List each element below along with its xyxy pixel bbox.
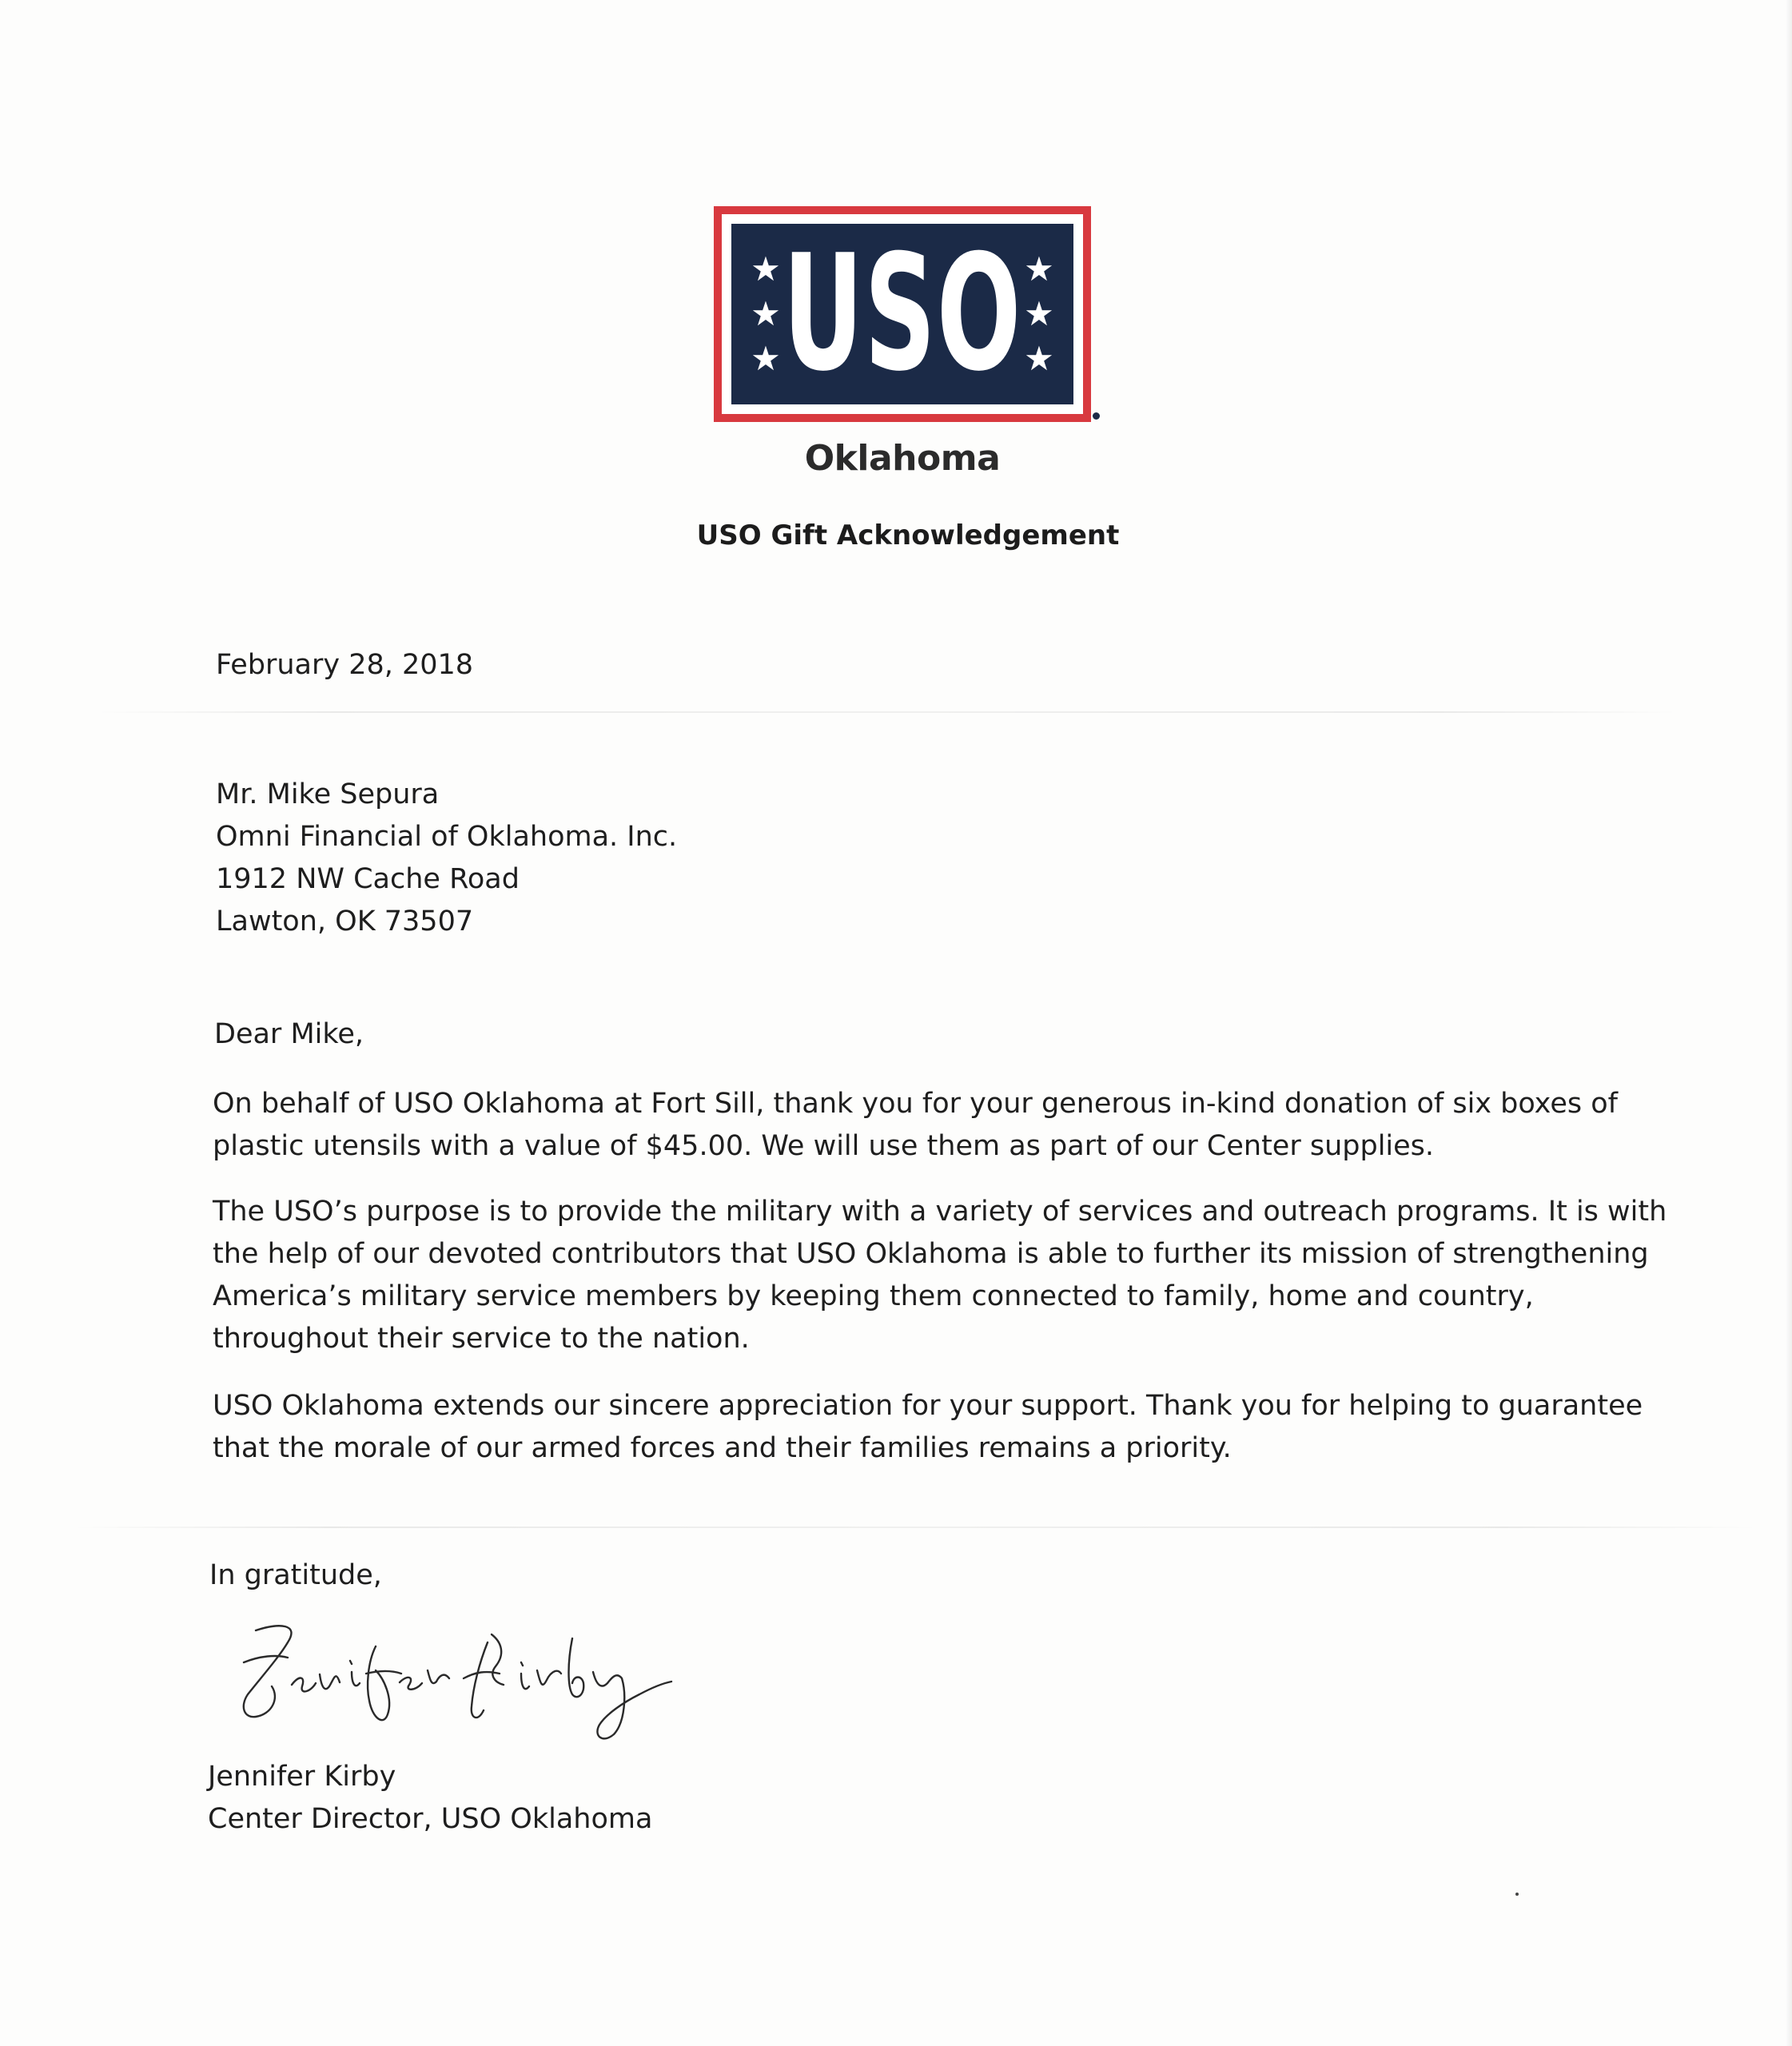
salutation: Dear Mike, — [214, 1018, 364, 1050]
uso-logo — [714, 206, 1091, 422]
star-icon: ★ — [1024, 294, 1054, 333]
star-icon: ★ — [751, 249, 781, 289]
scan-speck — [1515, 1893, 1519, 1896]
closing: In gratitude, — [209, 1559, 382, 1591]
logo-subtitle: Oklahoma — [804, 438, 1001, 479]
paragraph-line: plastic utensils with a value of $45.00. We will use them as part of our Center supplies. — [213, 1130, 1435, 1162]
registered-mark — [1093, 412, 1100, 420]
star-icon: ★ — [751, 294, 781, 333]
scan-artifact — [96, 711, 1679, 713]
paragraph-line: USO Oklahoma extends our sincere appreciation for your support. Thank you for helping to guarantee — [213, 1390, 1643, 1422]
logo-stars-right — [1019, 249, 1059, 378]
paragraph — [213, 1191, 1667, 1360]
recipient-company: Omni Financial of Oklahoma. Inc. — [216, 821, 678, 853]
handwritten-signature — [224, 1606, 719, 1750]
paragraph-line: the help of our devoted contributors that USO Oklahoma is able to further its mission of strengthening — [213, 1238, 1649, 1270]
letter-date: February 28, 2018 — [216, 649, 474, 681]
star-icon: ★ — [751, 339, 781, 378]
paragraph-line: America’s military service members by keeping them connected to family, home and country, — [213, 1280, 1534, 1312]
logo-stars-left — [746, 249, 786, 378]
paragraph-line: throughout their service to the nation. — [213, 1323, 750, 1355]
recipient-name: Mr. Mike Sepura — [216, 778, 440, 810]
paragraph-line: On behalf of USO Oklahoma at Fort Sill, thank you for your generous in-kind donation of six boxes of — [213, 1088, 1618, 1120]
paragraph-line: The USO’s purpose is to provide the military with a variety of services and outreach programs. It is with — [213, 1196, 1667, 1228]
signer-name: Jennifer Kirby — [208, 1761, 396, 1793]
signer-title: Center Director, USO Oklahoma — [208, 1803, 653, 1835]
scan-artifact — [72, 1527, 1758, 1528]
star-icon: ★ — [1024, 339, 1054, 378]
recipient-address — [216, 774, 677, 943]
recipient-city: Lawton, OK 73507 — [216, 906, 474, 937]
logo-navy-panel — [731, 221, 1073, 407]
document-title: USO Gift Acknowledgement — [696, 519, 1120, 551]
logo-wordmark: USO — [783, 221, 1022, 407]
recipient-street: 1912 NW Cache Road — [216, 863, 520, 895]
star-icon: ★ — [1024, 249, 1054, 289]
page-edge-shadow — [1786, 0, 1792, 2046]
paragraph-line: that the morale of our armed forces and their families remains a priority. — [213, 1432, 1232, 1464]
paragraph — [213, 1385, 1643, 1470]
paragraph — [213, 1083, 1618, 1168]
